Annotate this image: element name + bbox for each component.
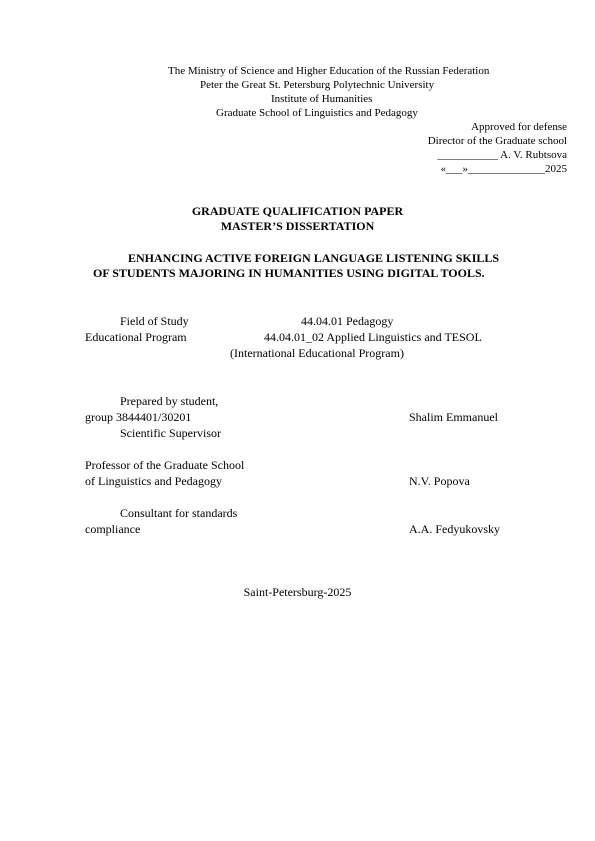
- professor-position-line2: of Linguistics and Pedagogy: [85, 474, 222, 488]
- consultant-label-line1: Consultant for standards: [120, 506, 238, 520]
- student-group: group 3844401/30201: [85, 410, 192, 424]
- prepared-by-label: Prepared by student,: [120, 394, 219, 408]
- school-line: Graduate School of Linguistics and Pedagogy: [216, 107, 418, 119]
- educational-program-label: Educational Program: [85, 330, 187, 344]
- approval-signature: ___________ A. V. Rubtsova: [437, 149, 567, 161]
- field-of-study-value: 44.04.01 Pedagogy: [301, 314, 394, 328]
- educational-program-value: 44.04.01_02 Applied Linguistics and TESOL: [264, 330, 482, 344]
- student-name: Shalim Emmanuel: [409, 410, 498, 424]
- institute-line: Institute of Humanities: [271, 93, 373, 105]
- field-of-study-label: Field of Study: [120, 314, 189, 328]
- approval-director: Director of the Graduate school: [427, 135, 567, 147]
- thesis-title-line1: ENHANCING ACTIVE FOREIGN LANGUAGE LISTENING SKILLS: [128, 251, 500, 265]
- paper-type: GRADUATE QUALIFICATION PAPER: [191, 204, 404, 218]
- professor-position-line1: Professor of the Graduate School: [85, 458, 245, 472]
- educational-program-note: (International Educational Program): [230, 346, 404, 360]
- consultant-label-line2: compliance: [85, 522, 141, 536]
- consultant-name: A.A. Fedyukovsky: [409, 522, 501, 536]
- thesis-title-line2: OF STUDENTS MAJORING IN HUMANITIES USING DIGITAL TOOLS.: [93, 266, 485, 280]
- university-line: Peter the Great St. Petersburg Polytechnic University: [200, 79, 435, 91]
- supervisor-name: N.V. Popova: [409, 474, 470, 488]
- approval-title: Approved for defense: [471, 121, 567, 133]
- scientific-supervisor-label: Scientific Supervisor: [120, 426, 221, 440]
- ministry-line: The Ministry of Science and Higher Education of the Russian Federation: [168, 65, 490, 77]
- paper-subtype: MASTER’S DISSERTATION: [220, 219, 375, 233]
- place-and-year: Saint-Petersburg-2025: [243, 585, 352, 599]
- approval-date: «___»______________2025: [440, 163, 567, 175]
